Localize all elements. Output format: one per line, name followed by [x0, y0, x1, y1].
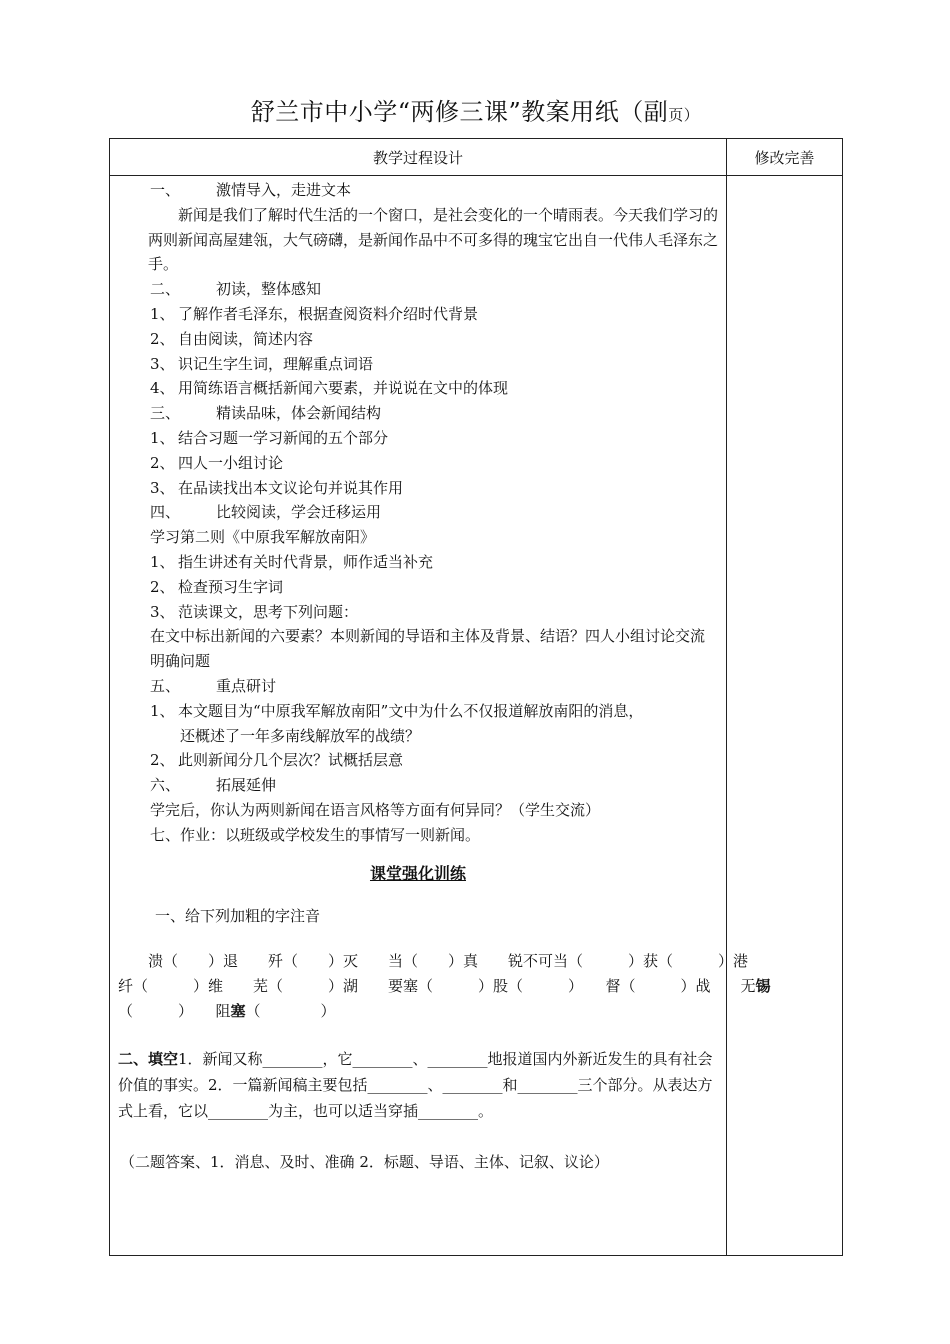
lesson-plan-table: [109, 138, 843, 1256]
section-1-paragraph: 新闻是我们了解时代生活的一个窗口，是社会变化的一个晴雨表。今天我们学习的两则新闻高屋建瓴，大气磅礴，是新闻作品中不可多得的瑰宝它出自一代伟人毛泽东之手。: [148, 205, 719, 274]
list-item: 1、 指生讲述有关时代背景，师作适当补充: [150, 552, 434, 571]
exercise-2-fill-blank: 二、填空1．新闻又称________，它________、________地报道国内外新近发生的具有社会价值的事实。2．一篇新闻稿主要包括________、________和________三个部分。从表达方式上看，它以________为主，也可以适当穿插________。: [118, 1049, 713, 1120]
list-item: 4、 用简练语言概括新闻六要素，并说说在文中的体现: [150, 379, 509, 398]
section-1-heading: 一、 激情导入，走进文本: [150, 181, 352, 199]
title-main: 舒兰市中小学“两修三课”教案用纸（副: [250, 98, 669, 126]
header-revision: 修改完善: [727, 139, 843, 176]
list-item: 1、 结合习题一学习新闻的五个部分: [150, 428, 389, 447]
exercise-1-title: 一、给下列加粗的字注音: [155, 907, 321, 926]
lesson-content: [110, 176, 771, 1174]
page-title: [0, 97, 950, 130]
section-5-heading: 五、 重点研讨: [150, 676, 277, 695]
pinyin-line-1: 溃（ ）退 歼（ ）灭 当（ ）真 锐不可当（ ）获（ ）港: [118, 952, 749, 971]
title-suffix: 页）: [668, 106, 700, 124]
pinyin-line-2: 纤（ ）维 芜（ ）湖 要塞（ ）股（ ） 督（ ）战 无锡: [118, 976, 771, 995]
list-item: 2、 检查预习生字词: [150, 577, 284, 596]
section-4-clarify: 明确问题: [150, 652, 211, 671]
section-2-heading: 二、 初读，整体感知: [150, 280, 322, 299]
section-4-question: 在文中标出新闻的六要素？本则新闻的导语和主体及背景、结语？四人小组讨论交流: [150, 627, 706, 646]
list-item: 2、 自由阅读，简述内容: [150, 329, 314, 348]
exercise-1-pinyin: [118, 949, 771, 1023]
list-item: 2、 四人一小组讨论: [150, 453, 284, 472]
exercise-2-answer: （二题答案、1．消息、及时、准确 2．标题、导语、主体、记叙、议论）: [120, 1152, 609, 1171]
list-item: 3、 在品读找出本文议论句并说其作用: [150, 478, 404, 497]
section-3-heading: 三、 精读品味，体会新闻结构: [150, 404, 382, 423]
header-teaching-process: 教学过程设计: [110, 139, 727, 176]
list-item: 1、 本文题目为“中原我军解放南阳”文中为什么不仅报道解放南阳的消息，: [150, 701, 644, 720]
list-item-continuation: 还概述了一年多南线解放军的战绩？: [180, 726, 421, 745]
pinyin-line-3: （ ） 阻塞（ ）: [118, 1001, 336, 1020]
training-title: 课堂强化训练: [369, 863, 466, 883]
section-6-text: 学完后，你认为两则新闻在语言风格等方面有何异同？（学生交流）: [150, 800, 601, 819]
list-item: 1、 了解作者毛泽东，根据查阅资料介绍时代背景: [150, 304, 479, 323]
list-item: 3、 识记生字生词，理解重点词语: [150, 354, 374, 373]
section-4-intro: 学习第二则《中原我军解放南阳》: [150, 528, 376, 547]
table-header-row: [110, 139, 843, 176]
list-item: 3、 范读课文，思考下列问题：: [150, 602, 359, 621]
revision-cell: [727, 176, 843, 1256]
section-6-heading: 六、 拓展延伸: [150, 776, 277, 795]
table-body-row: [110, 176, 843, 1256]
list-item: 2、 此则新闻分几个层次？试概括层意: [150, 751, 404, 770]
teaching-process-cell: [110, 176, 771, 1256]
section-4-heading: 四、 比较阅读，学会迁移运用: [150, 503, 382, 522]
section-7-homework: 七、作业：以班级或学校发生的事情写一则新闻。: [150, 825, 481, 844]
